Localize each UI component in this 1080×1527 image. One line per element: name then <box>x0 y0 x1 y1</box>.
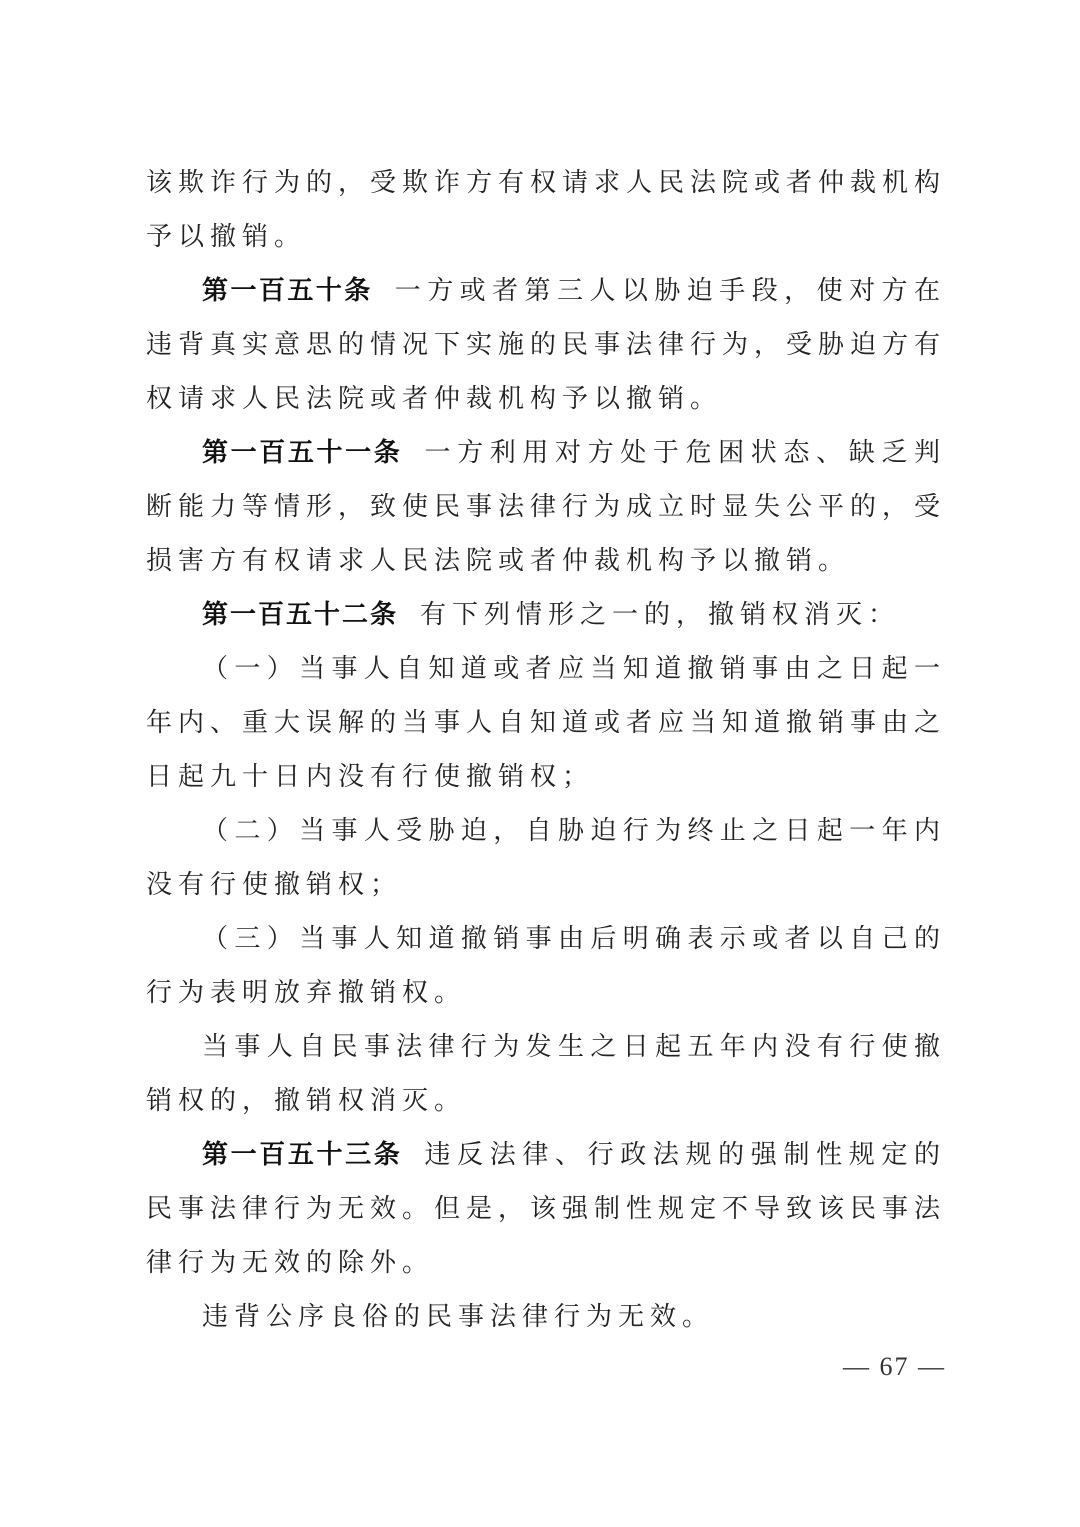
continuation-text: 该欺诈行为的，受欺诈方有权请求人民法院或者仲裁机构予以撤销。 <box>146 168 947 252</box>
body-text <box>146 156 946 1344</box>
list-item: （三）当事人知道撤销事由后明确表示或者以自己的行为表明放弃撤销权。 <box>146 924 946 1008</box>
paragraph-text: 当事人自民事法律行为发生之日起五年内没有行使撤销权的，撤销权消灭。 <box>146 1032 946 1116</box>
article-number: 第一百五十二条 <box>202 600 399 630</box>
article-text: 违反法律、行政法规的强制性规定的民事法律行为无效。但是，该强制性规定不导致该民事法律行为无效的除外。 <box>146 1140 947 1278</box>
article-text: 一方或者第三人以胁迫手段，使对方在违背真实意思的情况下实施的民事法律行为，受胁迫方有权请求人民法院或者仲裁机构予以撤销。 <box>146 276 947 414</box>
page-number: — 67 — <box>843 1352 946 1381</box>
article-number: 第一百五十条 <box>202 276 373 306</box>
continuation-paragraph <box>146 156 946 264</box>
article-152 <box>146 588 946 642</box>
article-152-item-3 <box>146 912 946 1020</box>
article-text: 有下列情形之一的，撤销权消灭： <box>420 600 901 630</box>
article-number: 第一百五十一条 <box>202 438 403 468</box>
paragraph-text: 违背公序良俗的民事法律行为无效。 <box>202 1302 715 1332</box>
article-number: 第一百五十三条 <box>202 1140 403 1170</box>
article-text: 一方利用对方处于危困状态、缺乏判断能力等情形，致使民事法律行为成立时显失公平的，受损害方有权请求人民法院或者仲裁机构予以撤销。 <box>146 438 947 576</box>
article-152-paragraph <box>146 1020 946 1128</box>
article-151 <box>146 426 946 588</box>
article-152-item-2 <box>146 804 946 912</box>
article-150 <box>146 264 946 426</box>
article-153 <box>146 1128 946 1290</box>
list-item: （二）当事人受胁迫，自胁迫行为终止之日起一年内没有行使撤销权； <box>146 816 946 900</box>
article-153-paragraph <box>146 1290 946 1344</box>
list-item: （一）当事人自知道或者应当知道撤销事由之日起一年内、重大误解的当事人自知道或者应当知道撤销事由之日起九十日内没有行使撤销权； <box>146 654 947 792</box>
article-152-item-1 <box>146 642 946 804</box>
